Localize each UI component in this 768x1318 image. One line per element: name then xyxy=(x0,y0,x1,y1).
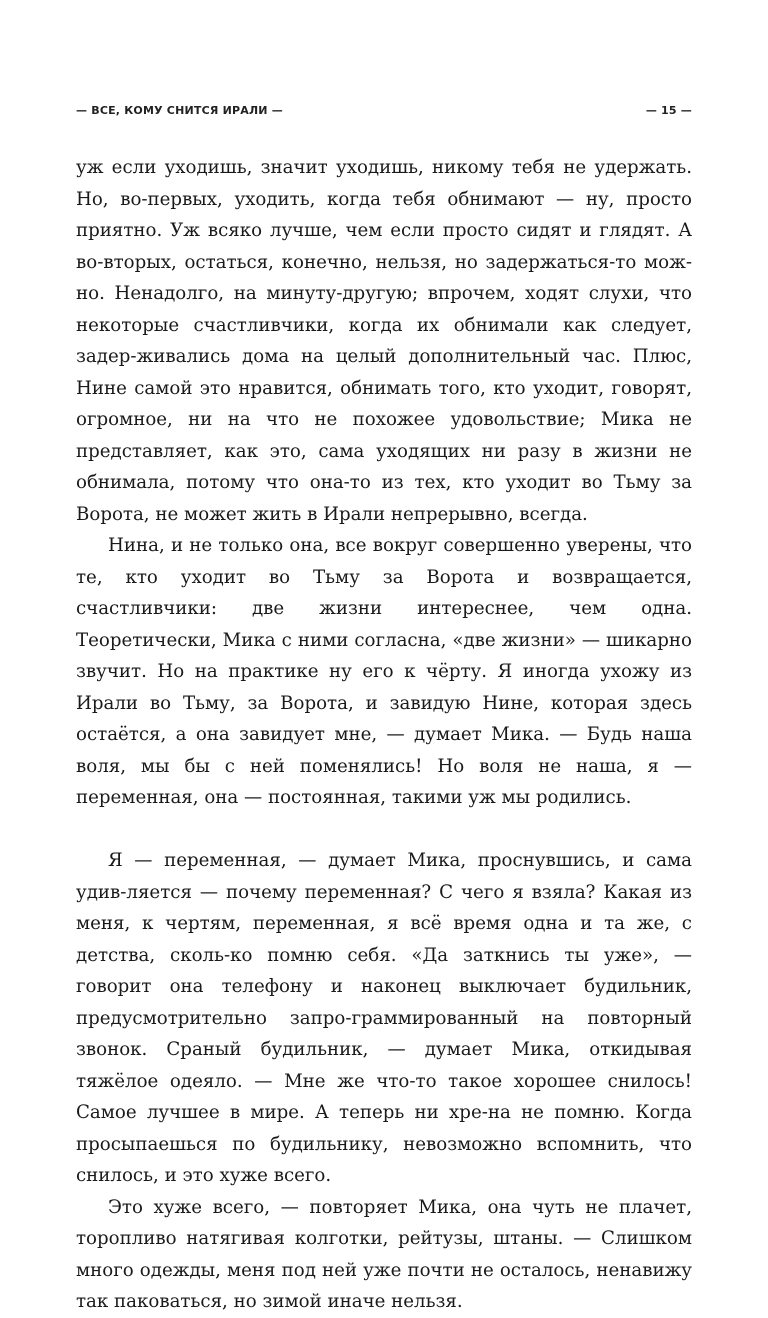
paragraph-continuation: уж если уходишь, значит уходишь, никому тебя не удержать. Но, во-первых, уходить, когда тебя обнимают — ну, просто приятно. Уж всяко лучше, чем если просто сидят и глядят. А во-вторых, остаться, конечно, нельзя, но задержаться-то мож-но. Ненадолго, на минуту-другую; впрочем, ходят слухи, что некоторые счастливчики, когда их обнимали как следует, задер-живались дома на целый дополнительный час. Плюс, Нине самой это нравится, обнимать того, кто уходит, говорят, огромное, ни на что не похожее удовольствие; Мика не представляет, как это, сама уходящих ни разу в жизни не обнимала, потому что она-то из тех, кто уходит во Тьму за Ворота, не может жить в Ирали непрерывно, всегда. xyxy=(76,157,692,525)
running-head-title: — ВСЕ, КОМУ СНИТСЯ ИРАЛИ — xyxy=(76,104,283,117)
page-number: — 15 — xyxy=(645,104,692,117)
paragraph: Я — переменная, — думает Мика, проснувшись, и сама удив-ляется — почему переменная? С чего я взяла? Какая из меня, к чертям, переменная, я всё время одна и та же, с детства, сколь-ко помню себя. «Да заткнись ты уже», — говорит она телефону и наконец выключает будильник, предусмотрительно запро-граммированный на повторный звонок. Сраный будильник, — думает Мика, откидывая тяжёлое одеяло. — Мне же что-то такое хорошее снилось! Самое лучшее в мире. А теперь ни хре-на не помню. Когда просыпаешься по будильнику, невозможно вспомнить, что снилось, и это хуже всего. xyxy=(76,850,692,1186)
paragraph: Это хуже всего, — повторяет Мика, она чуть не плачет, торопливо натягивая колготки, рейтузы, штаны. — Слишком много одежды, меня под ней уже почти не осталось, ненавижу так паковаться, но зимой иначе нельзя. xyxy=(76,1196,692,1312)
paragraph: Нина, и не только она, все вокруг совершенно уверены, что те, кто уходит во Тьму за Ворота и возвращается, счастливчики: две жизни интереснее, чем одна. Теоретически, Мика с ними согласна, «две жизни» — шикарно звучит. Но на практике ну его к чёрту. Я иногда ухожу из Ирали во Тьму, за Ворота, и завидую Нине, которая здесь остаётся, а она завидует мне, — думает Мика. — Будь наша воля, мы бы с ней поменялись! Но воля не наша, я — переменная, она — постоянная, такими уж мы родились. xyxy=(76,535,692,808)
running-head xyxy=(76,104,692,124)
section-break xyxy=(76,814,692,846)
body-text xyxy=(76,152,692,1318)
